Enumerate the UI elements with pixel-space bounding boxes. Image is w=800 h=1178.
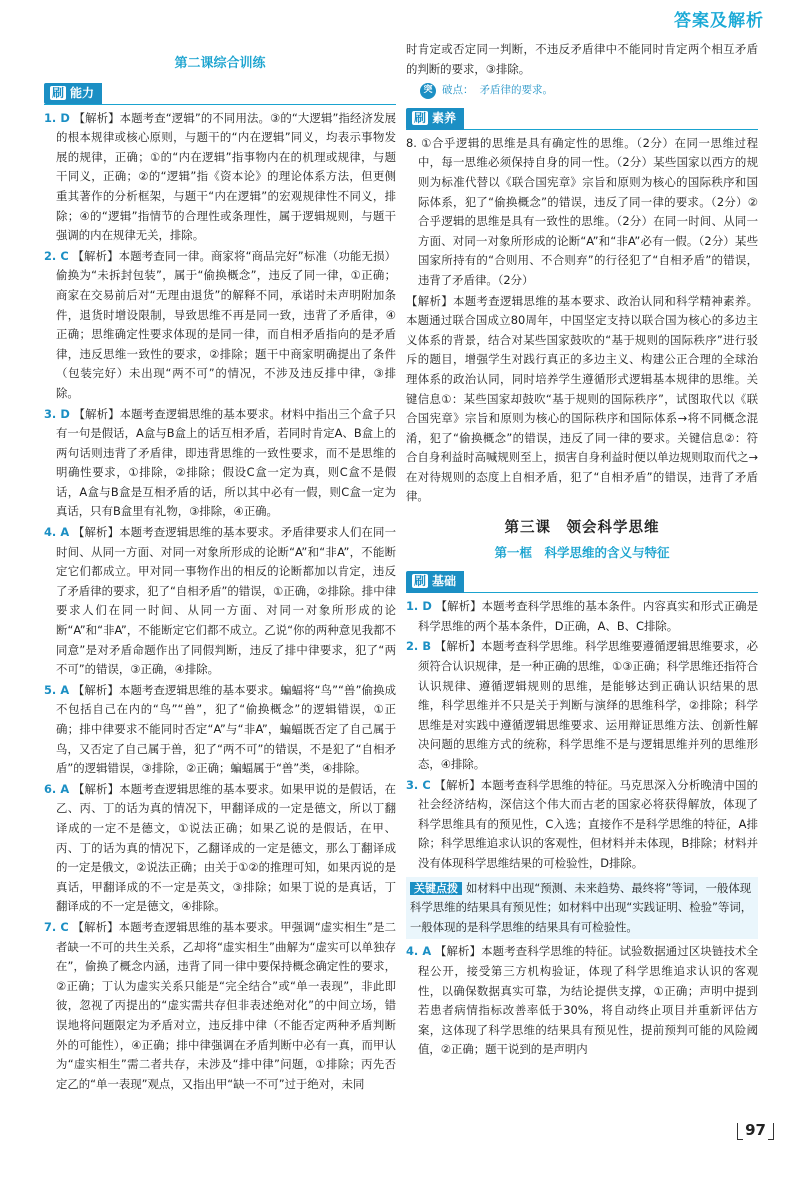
continuation-text: 时肯定或否定同一判断，不违反矛盾律中不能同时肯定两个相互矛盾的判断的要求，③排除。 [406, 42, 758, 76]
badge-label: 素养 [432, 110, 457, 125]
answer-item [44, 523, 396, 680]
answer-item [44, 780, 396, 917]
answer-item [44, 918, 396, 1094]
answer-number: 3. D [44, 406, 70, 421]
key-tip-box [406, 877, 758, 940]
key-tip-tag: 关键点拨 [410, 882, 462, 895]
q8-answer: 8. ①合乎逻辑的思维是具有确定性的思维。（2分）在同一思维过程中，每一思维必须保持自身的同一性。（2分）某些国家以西方的规则为标准代替以《联合国宪章》宗旨和原则为核心的国际秩序和国际体系，犯了“偷换概念”的错误，违反了同一律的要求。（2分）②合乎逻辑的思维是具有一致性的思维。（2分）在同一时间、从同一方面、对同一对象所形成的论断“A”和“非A”必有一假。（2分）某些国家所持有的“合则用、不合则弃”的行径犯了“自相矛盾”的错误，违背了矛盾律。（2分） [406, 135, 758, 287]
key-tip-text: 如材料中出现“预测、未来趋势、最终将”等词，一般体现科学思维的结果具有预见性；如材料中出现“实践证明、检验”等词，一般体现的是科学思维的结果具有可检验性。 [410, 880, 753, 934]
answer-text: 【解析】本题考查逻辑思维的基本要求。矛盾律要求人们在同一时间、从同一方面、对同一对象所形成的论断“A”和“非A”，不能断定它们都成立。甲对同一事物作出的相反的论断都加以肯定，违反了矛盾律的要求，犯了“自相矛盾”的错误，①正确，②排除。排中律要求人们在同一时间、从同一方面、对同一对象所形成的论断“A”和“非A”，不能断定它们都不成立。乙说“你的两种意见我都不同意”是对矛盾命题作出了同假判断，违反了排中律要求，犯了“两不可”的错误，③正确，④排除。 [56, 525, 396, 677]
answer-number: 1. D [44, 110, 70, 125]
tip-text: 矛盾律的要求。 [479, 84, 553, 97]
answer-item [44, 681, 396, 779]
breakthrough-tip [420, 81, 758, 101]
badge-label: 能力 [70, 85, 95, 100]
answer-item [406, 597, 758, 636]
answer-text: 【解析】本题考查科学思维。科学思维要遵循逻辑思维要求，必须符合认识规律，是一种正确的思维，①③正确；科学思维还指符合认识规律、遵循逻辑规则的思维，是能够达到正确认识结果的思维，科学思维并不只是关于判断与演绎的思维科学，②排除；科学思维是对实践中遵循逻辑思维要求、运用辩证思维方法、创新性解决问题的思维方式的统称，科学思维不是与逻辑思维并列的思维形态，④排除。 [418, 639, 758, 771]
badge-jichu [406, 572, 758, 593]
breakthrough-icon: 突 [420, 83, 436, 99]
answer-text: 【解析】本题考查逻辑思维的基本要求。材料中指出三个盒子只有一句是假话，A盒与B盒上的话互相矛盾，若同时肯定A、B盒上的两句话则违背了矛盾律，即违背思维的一致性要求，而不是思维的明确性要求，①排除，②排除；假设C盒一定为真，则C盒不是假话，A盒与B盒是互相矛盾的话，所以其中必有一假，则C盒一定为真话，只有B盒里有礼物，③排除，④正确。 [56, 406, 396, 519]
answer-number: 5. A [44, 682, 70, 697]
badge-flag [406, 571, 464, 593]
answer-text: 【解析】本题考查科学思维的特征。马克思深入分析晚清中国的社会经济结构，深信这个伟大而古老的国家必将获得解放，体现了科学思维具有的预见性，C入选；直接作不是科学思维的特征，A排除；科学思维追求认识的客观性，但材料并未体现，B排除；材料并没有体现科学思维结果的可检验性，D排除。 [418, 777, 758, 870]
badge-glyph: 刷 [414, 574, 427, 589]
badge-label: 基础 [432, 574, 457, 589]
right-column [406, 40, 758, 1061]
answer-text: 【解析】本题考查逻辑思维的基本要求。如果甲说的是假话，在乙、丙、丁的话为真的情况下，甲翻译成的一定是德文，所以丁翻译成的一定不是德文，①说法正确；如果乙说的是假话，在甲、丙、丁的话为真的情况下，乙翻译成的一定是德文，那么丁翻译成的一定是俄文，②说法正确；由关于①②的推理可知，如果丙说的是真话，甲翻译成的不一定是英文，③排除；如果丁说的是真话，丁翻译成的不一定是德文，④排除。 [56, 781, 396, 914]
lesson-title: 第三课 领会科学思维 [504, 520, 660, 537]
badge-flag [44, 83, 102, 105]
answer-number: 1. D [406, 599, 432, 614]
answer-number: 3. C [406, 777, 431, 792]
answer-number: 4. A [406, 944, 432, 959]
answer-text: 【解析】本题考查逻辑思维的基本要求。蝙蝠将“鸟”“兽”偷换成不包括自己在内的“鸟”“兽”，犯了“偷换概念”的逻辑错误，①正确；排中律要求不能同时否定“A”与“非A”，蝙蝠既否定了自己属于鸟，又否定了自己属于兽，犯了“两不可”的错误，不是犯了“自相矛盾”的逻辑错误，③排除，②正确；蝙蝠属于“兽”类，④排除。 [56, 682, 396, 776]
answer-item [406, 776, 758, 874]
answer-text: 【解析】本题考查同一律。商家将“商品完好”标准（功能无损）偷换为“未拆封包装”，属于“偷换概念”，违反了同一律，①正确；商家在交易前后对“无理由退货”的解释不同，承诺时未声明附加条件，退货时增设限制，导致思维不再是同一致，违背了矛盾律，④正确；思维确定性要求体现的是同一律，而自相矛盾指向的是矛盾律，违反思维一致性的要求，②排除；题干中商家明确提出了条件（包装完好）未出现“两不可”的情况，不涉及违反排中律，③排除。 [56, 248, 397, 400]
badge-nengli [44, 84, 396, 105]
badge-glyph: 刷 [52, 85, 65, 100]
answer-text: 【解析】本题考查“逻辑”的不同用法。③的“大逻辑”指经济发展的根本规律或核心原则，与题干的“内在逻辑”同义，均表示事物发展的规律，正确；①的“内在逻辑”指事物内在的机理或规律，与题干同义，正确；②的“逻辑”指《资本论》的理论体系方法，但更侧重其著作的分析框架，与题干“内在逻辑”的宏观规律性不同义，排除；④的“逻辑”指情节的合理性或条理性，属于逻辑规则，与题干强调的内在规律无关，排除。 [56, 110, 396, 243]
answer-item [44, 109, 396, 246]
badge-suyang [406, 109, 758, 130]
answer-number: 6. A [44, 781, 70, 796]
tip-label: 破点： [442, 84, 474, 97]
answer-number: 2. C [44, 248, 69, 263]
answer-number: 4. A [44, 525, 70, 540]
answer-text: 【解析】本题考查逻辑思维的基本要求。甲强调“虚实相生”是二者缺一不可的共生关系，乙却将“虚实相生”曲解为“虚实可以单独存在”，偷换了概念内涵，违背了同一律中要保持概念确定性的要求，②正确；丁认为虚实关系只能是“完全结合”或“单一表现”，非此即彼，忽视了丙提出的“虚实需共存但非表述绝对化”的中间立场，错误地将问题限定为矛盾对立，违反排中律（不能否定两种矛盾判断外的可能性），④正确；排中律强调在矛盾判断中必有一真，而甲认为“虚实相生”需二者共存，未涉及“排中律”问题，①排除；丙先否定乙的“单一表现”观点，又指出甲“缺一不可”过于绝对，未同 [56, 919, 397, 1091]
sub-title: 第一框 科学思维的含义与特征 [494, 544, 670, 560]
answer-text: 【解析】本题考查科学思维的基本条件。内容真实和形式正确是科学思维的两个基本条件，D正确，A、B、C排除。 [418, 599, 758, 633]
q8-analysis: 【解析】本题考查逻辑思维的基本要求、政治认同和科学精神素养。本题通过联合国成立80周年，中国坚定支持以联合国为核心的多边主义体系的背景，结合对某些国家鼓吹的“基于规则的国际秩序”进行驳斥的题目，增强学生对践行真正的多边主义、构建公正合理的全球治理体系的政治认同，同时培养学生遵循形式逻辑基本规律的思维。关键信息①：某些国家却鼓吹“基于规则的国际秩序”，试图取代以《联合国宪章》宗旨和原则为核心的国际秩序和国际体系→将不同概念混淆，犯了“偷换概念”的错误，违反了同一律的要求。关键信息②：符合自身利益时高喊规则至上，损害自身利益时便以单边规则取而代之→在对待规则的态度上自相矛盾，犯了“自相矛盾”的错误，违背了矛盾律。 [406, 293, 758, 504]
answer-text: 【解析】本题考查科学思维的特征。试验数据通过区块链技术全程公开，接受第三方机构验证，体现了科学思维追求认识的客观性，以确保数据真实可靠，为结论提供支撑，①正确；声明中提到若患者病情指标改善率低于30%，将自动终止项目并重新评估方案，这体现了科学思维的结果具有预见性，提前预判可能的风险阈值，②正确；题干说到的是声明内 [418, 944, 758, 1057]
answer-item [44, 247, 396, 404]
section-title: 第二课综合训练 [174, 56, 266, 71]
answer-number: 7. C [44, 919, 69, 934]
answer-item [406, 637, 758, 774]
answer-number: 2. B [406, 639, 432, 654]
answer-item [406, 942, 758, 1060]
answer-item [44, 405, 396, 523]
badge-glyph: 刷 [414, 110, 427, 125]
badge-flag [406, 108, 464, 130]
left-column [44, 40, 396, 1095]
header-title: 答案及解析 [674, 11, 764, 31]
page-number: 97 [745, 1121, 766, 1139]
